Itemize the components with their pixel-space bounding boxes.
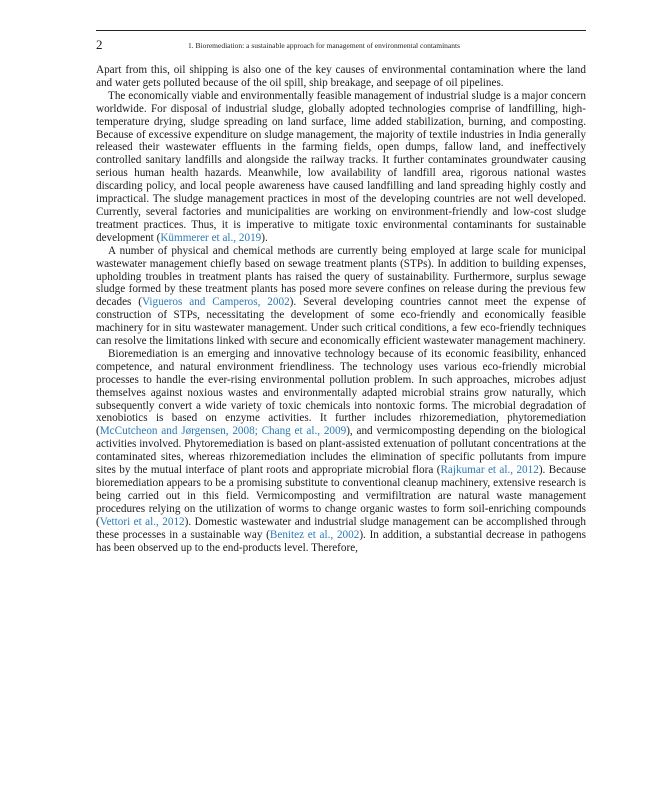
paragraph — [96, 245, 586, 348]
page-number: 2 — [96, 37, 103, 52]
citation-link[interactable]: Rajkumar et al., 2012 — [440, 464, 539, 477]
paragraph-text: ). — [261, 231, 268, 244]
paragraph-text: The economically viable and environmentally feasible management of industrial sludge is a major concern worldwide. For disposal of industrial sludge, globally adopted technologies comprise of landfilling, high-temperature drying, sludge spreading on land surface, lime added stabilization, burning, and composting. Because of excessive expenditure on sludge management, the majority of textile industries in India generally released their wastewater effluents in the farming fields, open dumps, fallow land, and ineffectively controlled sanitary landfills and alongside the railway tracks. It further contaminates groundwater causing serious human health hazards. Meanwhile, low availability of landfill area, rigorous national wastes discarding policy, and local people awareness have caused landfilling and land spreading highly costly and impractical. The sludge management practices in most of the developing countries are not well developed. Currently, several factories and municipalities are working on environment-friendly and low-cost sludge treatment practices. Thus, it is imperative to mitigate toxic environmental contaminants for sustainable development ( — [96, 89, 586, 244]
paragraph-text: ). Because bioremediation appears to be a promising substitute to conventional cleanup machinery, extensive research is being carried out in this field. Vermicomposting and vermifiltration are natural waste management procedures relying on the utilization of worms to change organic wastes to form soil-enriching compounds ( — [96, 464, 587, 528]
paragraph-text: ). Domestic wastewater and industrial sludge management can be accomplished through these processes in a sustainable way ( — [96, 515, 586, 541]
paragraph-text: ). In addition, a substantial decrease in pathogens has been observed up to the end-products level. Therefore, — [96, 528, 587, 554]
citation-link[interactable]: McCutcheon and Jørgensen, 2008; Chang et al., 2009 — [99, 425, 347, 438]
paragraph-text: Bioremediation is an emerging and innovative technology because of its economic feasibility, enhanced competence, and natural environment friendliness. The technology uses various eco-friendly microbial processes to handle the ever-rising environmental pollution problem. In such approaches, microbes adjust themselves against noxious wastes and environmentally adapted microbial strains grow naturally, which subsequently convert a wide variety of toxic chemicals into nontoxic forms. The microbial degradation of xenobiotics is based on enzyme activities. It further includes rhizoremediation, phytoremediation ( — [96, 347, 586, 438]
citation-link[interactable]: Benitez et al., 2002 — [269, 528, 360, 541]
paragraph-text: Apart from this, oil shipping is also one of the key causes of environmental contamination where the land and water gets polluted because of the oil spill, ship breakage, and seepage of oil pipelines. — [96, 64, 586, 89]
body-text — [96, 64, 586, 554]
paragraph — [96, 90, 586, 245]
paragraph — [96, 64, 586, 90]
running-head: 1. Bioremediation: a sustainable approach for management of environmental contaminants — [188, 41, 460, 50]
citation-link[interactable]: Kümmerer et al., 2019 — [160, 231, 262, 244]
paragraph-text: ), and vermicomposting depending on the biological activities involved. Phytoremediation is based on plant-assisted extenuation of pollutant concentrations at the contaminated sites, whereas rhizoremediation includes the elimination of specific pollutants from impure sites by the mutual interface of plant roots and appropriate microbial flora ( — [96, 425, 586, 477]
paragraph-text: A number of physical and chemical methods are currently being employed at large scale for municipal wastewater management chiefly based on sewage treatment plants (STPs). In addition to building expenses, upholding troubles in treatment plants has raised the query of sustainability. Furthermore, surplus sewage sludge formed by these treatment plants has posed more severe confines on release during the previous few decades ( — [96, 244, 586, 309]
citation-link[interactable]: Vigueros and Camperos, 2002 — [142, 296, 290, 309]
citation-link[interactable]: Vettori et al., 2012 — [99, 515, 185, 528]
header-rule — [96, 30, 586, 31]
paragraph-text: ). Several developing countries cannot meet the expense of construction of STPs, necessitating the development of some eco-friendly and economically feasible machinery for in situ wastewater management. Under such critical conditions, a few eco-friendly techniques can resolve the limitations linked with secure and economically efficient wastewater management machinery. — [96, 296, 587, 348]
paragraph — [96, 348, 586, 555]
